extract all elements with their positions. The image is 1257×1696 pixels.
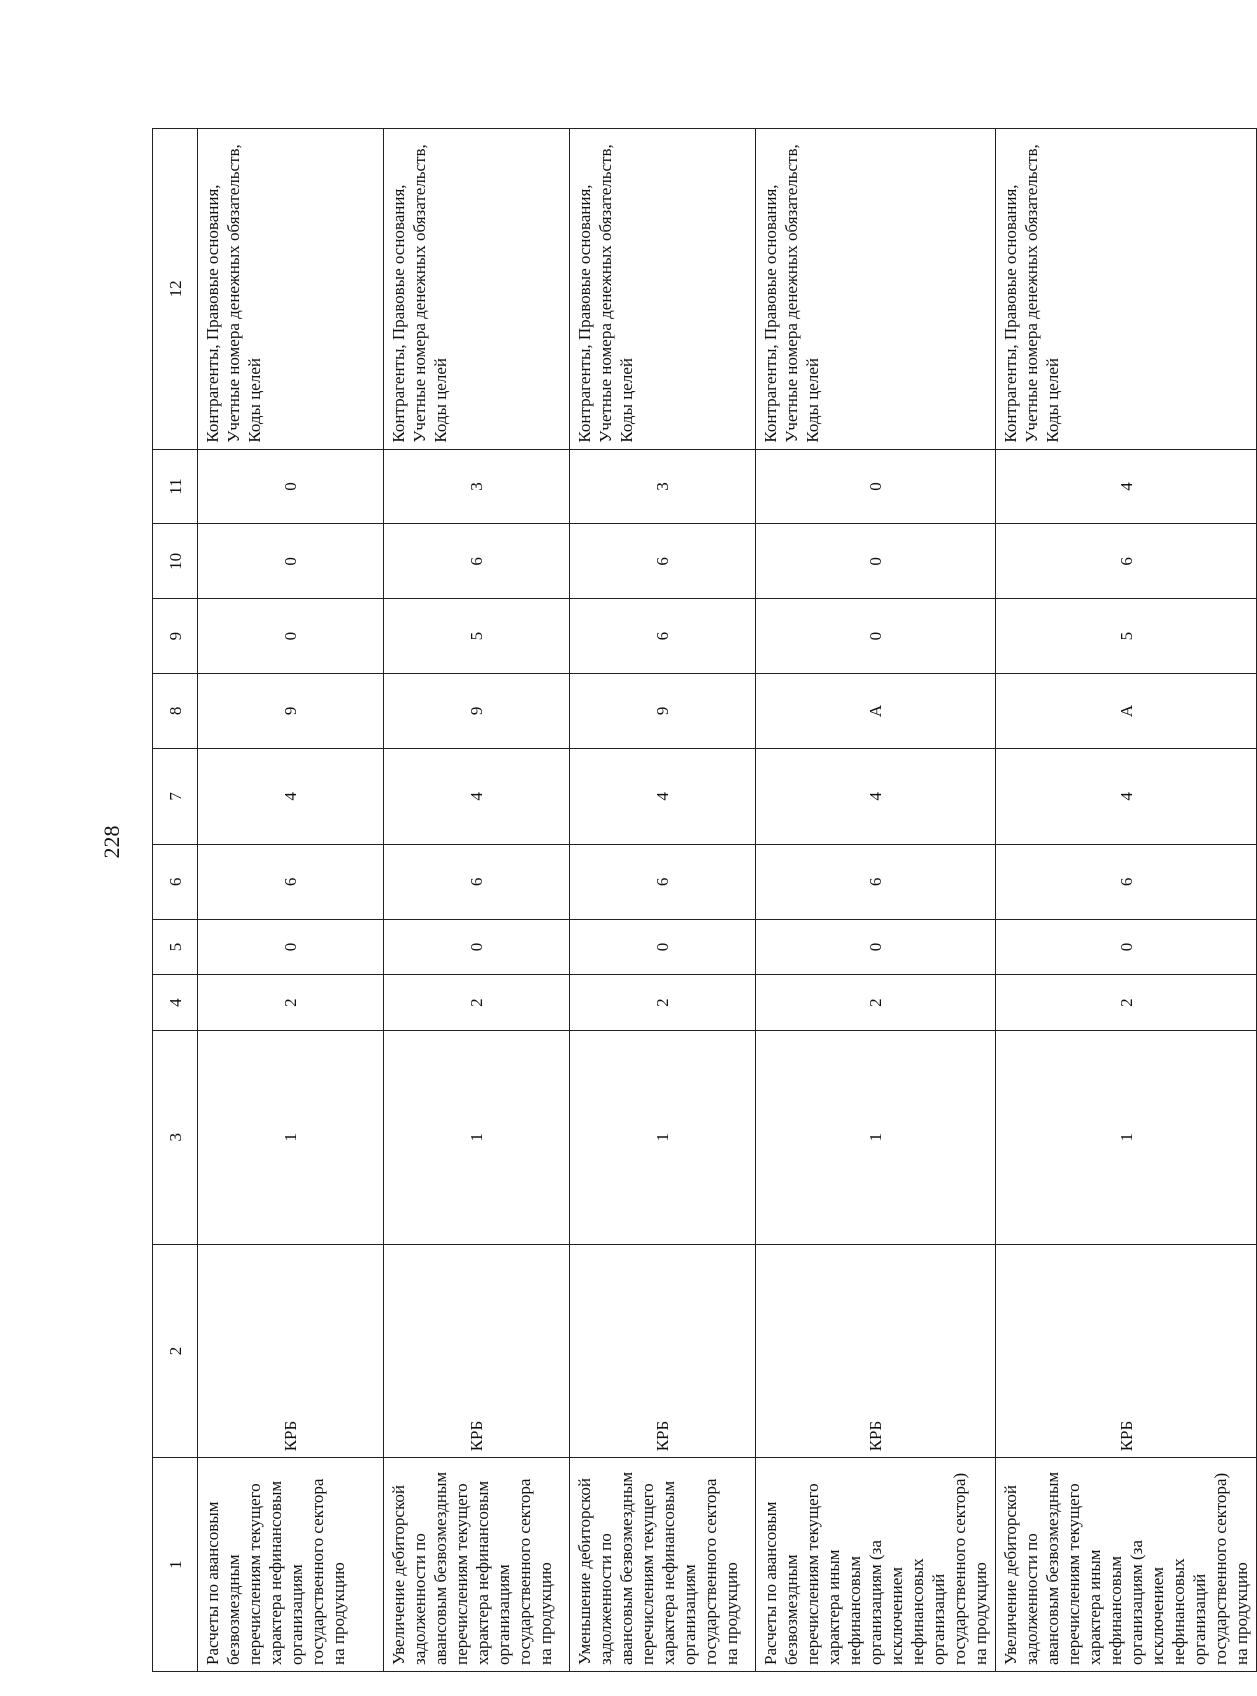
analytics-attributes: Контрагенты, Правовые основания, Учетные номера денежных обязательств, Коды целей [996, 129, 1257, 450]
account-name: Уменьшение дебиторской задолженности по авансовым безвозмездным перечислениям текущего характера нефинансовым организациям государственного сектора на продукцию [570, 1458, 756, 1672]
column-header: 6 [153, 844, 198, 919]
code-cell: 5 [996, 599, 1257, 674]
code-cell: 4 [198, 748, 384, 844]
analytics-attributes: Контрагенты, Правовые основания, Учетные номера денежных обязательств, Коды целей [570, 129, 756, 450]
code-cell: 1 [198, 1030, 384, 1244]
code-cell: 0 [996, 919, 1257, 975]
column-header: 7 [153, 748, 198, 844]
table-row [570, 129, 756, 1672]
code-cell: 6 [996, 524, 1257, 599]
code-cell: 0 [198, 599, 384, 674]
account-name: Увеличение дебиторской задолженности по авансовым безвозмездным перечислениям текущего характера нефинансовым организациям государственного сектора на продукцию [384, 1458, 570, 1672]
header-row [153, 129, 198, 1672]
account-kind: КРБ [570, 1244, 756, 1458]
rotated-table-wrapper [152, 128, 1251, 1672]
table-row [384, 129, 570, 1672]
analytics-attributes: Контрагенты, Правовые основания, Учетные номера денежных обязательств, Коды целей [384, 129, 570, 450]
code-cell: 4 [756, 748, 996, 844]
code-cell: 9 [570, 674, 756, 749]
table-row [198, 129, 384, 1672]
account-name: Увеличение дебиторской задолженности по авансовым безвозмездным перечислениям текущего характера иным нефинансовым организациям (за исключением нефинансовых организаций государственного сектора) на продукцию [996, 1458, 1257, 1672]
code-cell: 0 [198, 449, 384, 524]
column-header: 2 [153, 1244, 198, 1458]
column-header: 4 [153, 975, 198, 1031]
code-cell: 2 [384, 975, 570, 1031]
code-cell: 6 [570, 524, 756, 599]
code-cell: 4 [384, 748, 570, 844]
code-cell: 1 [570, 1030, 756, 1244]
code-cell: А [996, 674, 1257, 749]
code-cell: 6 [996, 844, 1257, 919]
account-kind: КРБ [384, 1244, 570, 1458]
code-cell: 2 [996, 975, 1257, 1031]
code-cell: 4 [570, 748, 756, 844]
code-cell: 9 [198, 674, 384, 749]
code-cell: 9 [384, 674, 570, 749]
column-header: 1 [153, 1458, 198, 1672]
column-header: 10 [153, 524, 198, 599]
code-cell: 0 [198, 919, 384, 975]
account-kind: КРБ [996, 1244, 1257, 1458]
code-cell: 1 [996, 1030, 1257, 1244]
column-header: 9 [153, 599, 198, 674]
code-cell: 0 [756, 524, 996, 599]
code-cell: 6 [384, 524, 570, 599]
account-kind: КРБ [198, 1244, 384, 1458]
code-cell: 0 [570, 919, 756, 975]
code-cell: 5 [384, 599, 570, 674]
code-cell: 2 [570, 975, 756, 1031]
code-cell: 4 [996, 748, 1257, 844]
code-cell: 1 [384, 1030, 570, 1244]
code-cell: 6 [570, 844, 756, 919]
code-cell: 0 [756, 449, 996, 524]
code-cell: 4 [996, 449, 1257, 524]
code-cell: 0 [384, 919, 570, 975]
code-cell: 6 [384, 844, 570, 919]
column-header: 3 [153, 1030, 198, 1244]
account-name: Расчеты по авансовым безвозмездным перечислениям текущего характера иным нефинансовым организациям (за исключением нефинансовых организаций государственного сектора) на продукцию [756, 1458, 996, 1672]
code-cell: 1 [756, 1030, 996, 1244]
analytics-attributes: Контрагенты, Правовые основания, Учетные номера денежных обязательств, Коды целей [198, 129, 384, 450]
analytics-attributes: Контрагенты, Правовые основания, Учетные номера денежных обязательств, Коды целей [756, 129, 996, 450]
code-cell: 3 [384, 449, 570, 524]
column-header: 12 [153, 129, 198, 450]
code-cell: 3 [570, 449, 756, 524]
account-name: Расчеты по авансовым безвозмездным перечислениям текущего характера нефинансовым организациям государственного сектора на продукцию [198, 1458, 384, 1672]
table-row [996, 129, 1257, 1672]
code-cell: 6 [198, 844, 384, 919]
page-number: 228 [99, 825, 124, 859]
column-header: 8 [153, 674, 198, 749]
code-cell: 6 [570, 599, 756, 674]
account-kind: КРБ [756, 1244, 996, 1458]
column-header: 5 [153, 919, 198, 975]
code-cell: 0 [756, 599, 996, 674]
code-cell: 6 [756, 844, 996, 919]
table-row [756, 129, 996, 1672]
accounts-table [152, 128, 1257, 1672]
code-cell: 0 [756, 919, 996, 975]
column-header: 11 [153, 449, 198, 524]
code-cell: А [756, 674, 996, 749]
code-cell: 0 [198, 524, 384, 599]
code-cell: 2 [756, 975, 996, 1031]
code-cell: 2 [198, 975, 384, 1031]
